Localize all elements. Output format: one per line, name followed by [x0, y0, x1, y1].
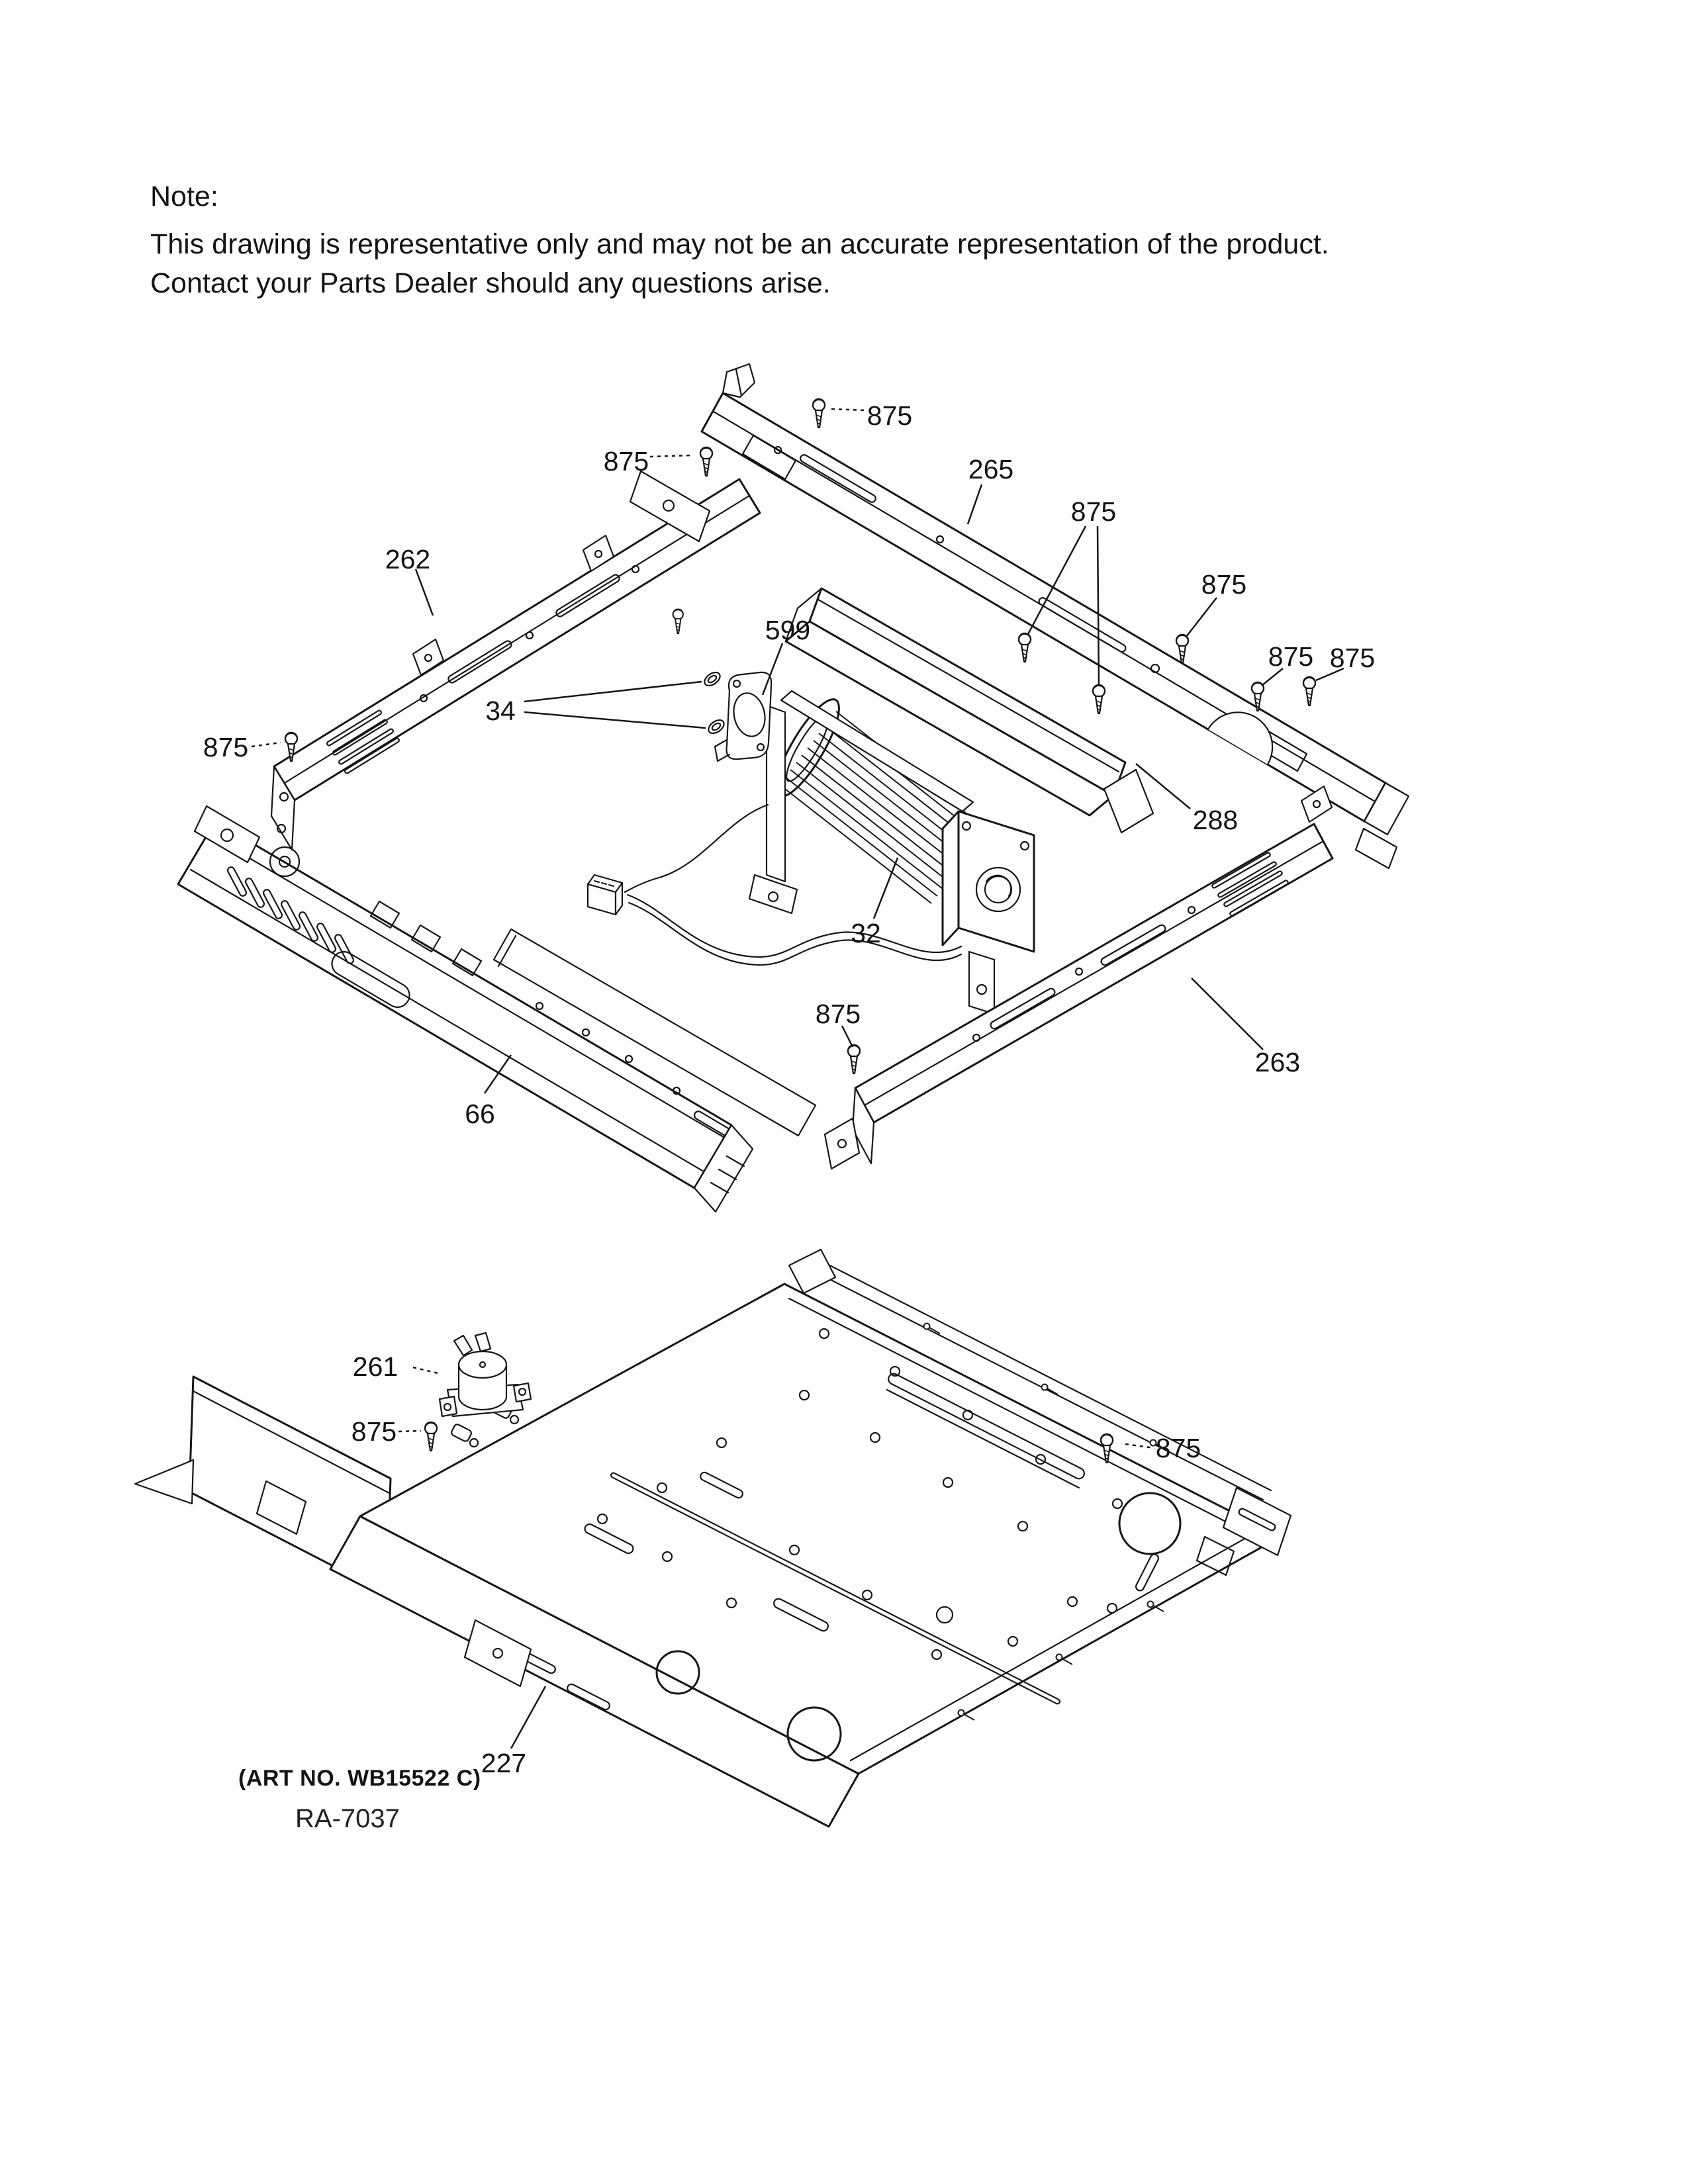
ring-washers-34-part: [702, 670, 726, 736]
label-288: 288: [1192, 805, 1239, 835]
label-263: 263: [1254, 1047, 1301, 1077]
thermostat-261-part: [440, 1333, 531, 1416]
screw-875-duct-b: [1093, 685, 1105, 713]
label-875-top: 875: [867, 400, 913, 431]
harness-connector: [588, 875, 622, 915]
screw-875-duct-a: [1019, 633, 1031, 662]
label-875-rear-right-b: 875: [1329, 643, 1376, 673]
screw-875-rear-mid: [1176, 635, 1188, 663]
label-599: 599: [765, 615, 811, 645]
label-875-lower-right: 875: [1155, 1433, 1201, 1463]
blower-mount-bolt: [673, 610, 683, 634]
front-panel-66-part: [178, 806, 816, 1212]
label-875-bottom: 875: [815, 999, 861, 1029]
rear-rail-265-part: [630, 364, 1409, 868]
screw-875-rear-left: [700, 447, 712, 476]
gasket-599-part: [715, 672, 771, 761]
art-number: (ART NO. WB15522 C): [238, 1766, 481, 1791]
note-title: Note:: [150, 181, 218, 212]
lower-assembly-diagram: [135, 1250, 1291, 1827]
label-32: 32: [851, 918, 881, 948]
label-875-duct-pair: 875: [1070, 496, 1117, 527]
screw-875-top: [813, 399, 825, 428]
label-66: 66: [465, 1099, 495, 1129]
screw-875-lower-left: [425, 1422, 437, 1451]
screw-875-bottom: [848, 1045, 860, 1073]
screw-875-rear-right-b: [1303, 677, 1315, 705]
label-34: 34: [485, 696, 516, 726]
label-875-left-rail: 875: [203, 732, 249, 762]
label-262: 262: [385, 544, 431, 574]
label-227: 227: [481, 1748, 527, 1778]
label-875-lower-left: 875: [351, 1416, 397, 1447]
note-line-1: This drawing is representative only and may not be an accurate representation of the product.: [150, 228, 1329, 261]
pin-fastener: [1042, 1385, 1058, 1395]
label-261: 261: [352, 1351, 399, 1382]
note-line-2: Contact your Parts Dealer should any questions arise.: [150, 267, 831, 299]
label-875-rear-mid: 875: [1201, 569, 1247, 600]
label-875-rear-right-a: 875: [1268, 641, 1314, 672]
heat-shield-227-part: [135, 1250, 1291, 1827]
drawing-number: RA-7037: [295, 1804, 400, 1833]
label-265: 265: [968, 454, 1014, 484]
label-875-rear-left: 875: [603, 446, 649, 477]
